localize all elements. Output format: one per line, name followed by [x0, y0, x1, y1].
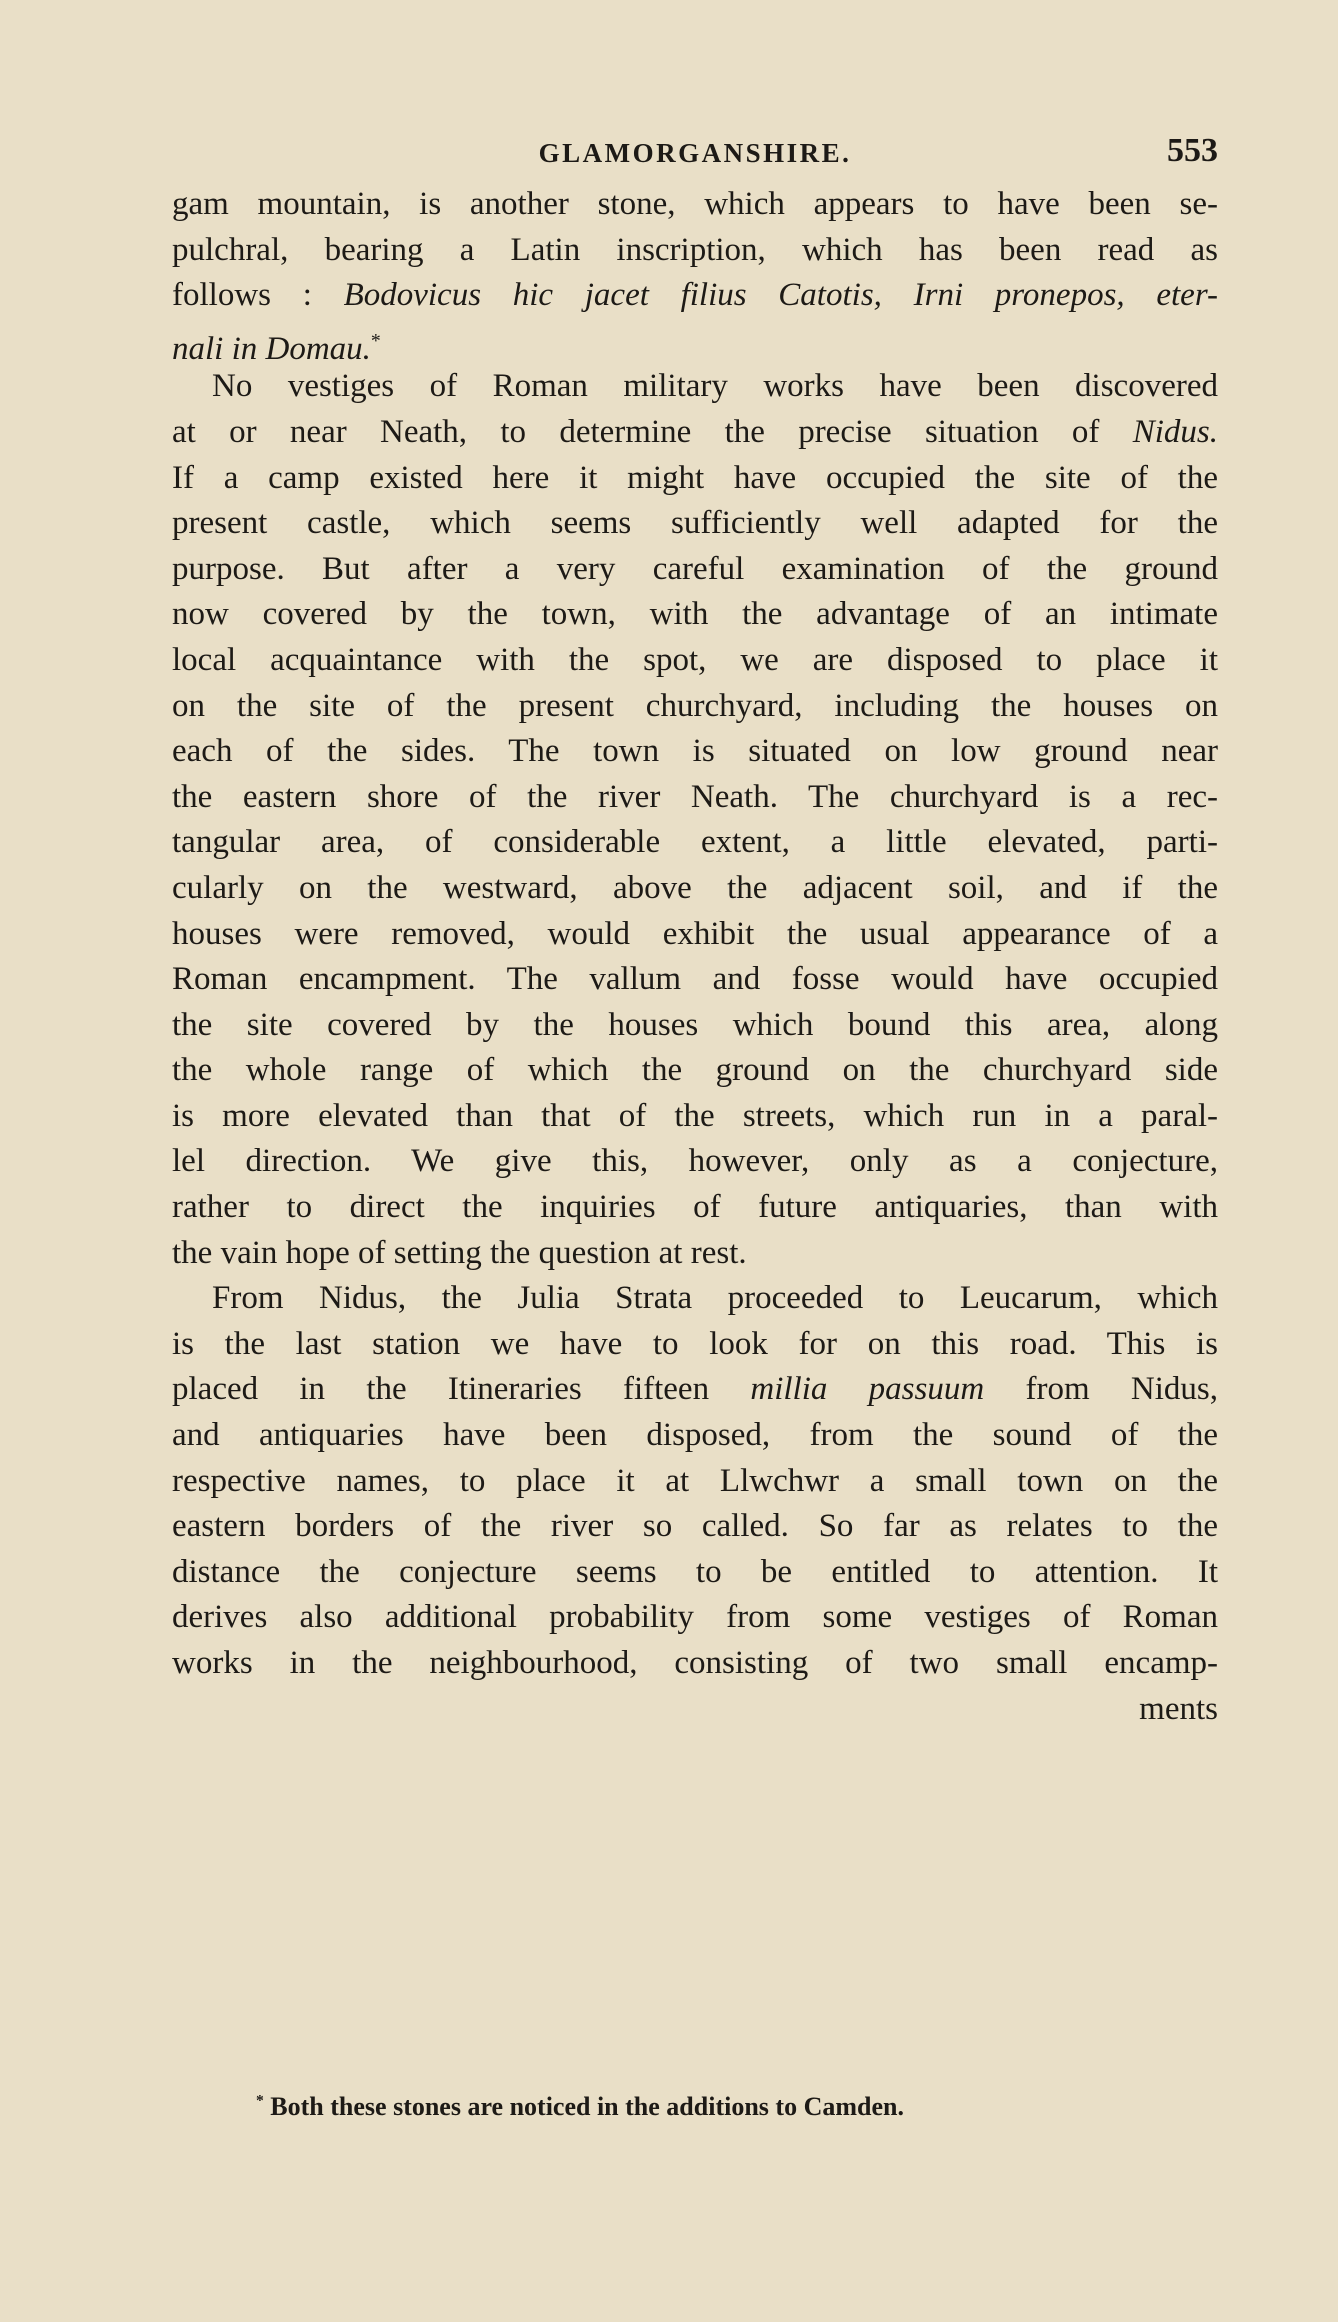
- text-line: tangular area, of considerable extent, a little elevated, parti-: [172, 824, 1218, 861]
- text-line: is more elevated than that of the streets, which run in a paral-: [172, 1097, 1218, 1134]
- text-line: houses were removed, would exhibit the usual appearance of a: [172, 915, 1218, 952]
- text-line: present castle, which seems sufficiently well adapted for the: [172, 505, 1218, 542]
- running-head: GLAMORGANSHIRE.: [538, 138, 852, 168]
- text-line: From Nidus, the Julia Strata proceeded to Leucarum, which: [212, 1280, 1218, 1317]
- text-line: the site covered by the houses which bound this area, along: [172, 1006, 1218, 1043]
- text-line: No vestiges of Roman military works have been discovered: [212, 368, 1218, 405]
- text-line: eastern borders of the river so called. So far as relates to the: [172, 1508, 1218, 1545]
- text-line: each of the sides. The town is situated on low ground near: [172, 733, 1218, 770]
- text-line: on the site of the present churchyard, including the houses on: [172, 687, 1218, 724]
- text-line: the whole range of which the ground on the churchyard side: [172, 1052, 1218, 1089]
- text-line: gam mountain, is another stone, which appears to have been se-: [172, 186, 1218, 222]
- text-line: lel direction. We give this, however, only as a conjecture,: [172, 1143, 1218, 1180]
- text-line: purpose. But after a very careful examination of the ground: [172, 550, 1218, 587]
- text-line: rather to direct the inquiries of future antiquaries, than with: [172, 1189, 1218, 1226]
- text-line: and antiquaries have been disposed, from the sound of the: [172, 1417, 1218, 1454]
- footnote-text: Both these stones are noticed in the additions to Camden.: [270, 2092, 904, 2121]
- page-header: [172, 132, 1218, 172]
- text-line: local acquaintance with the spot, we are disposed to place it: [172, 641, 1218, 678]
- page-number: 553: [1167, 132, 1218, 169]
- text-line: at or near Neath, to determine the precise situation of Nidus.: [172, 413, 1218, 450]
- body-text: [172, 182, 1218, 1732]
- text-line: Roman encampment. The vallum and fosse would have occupied: [172, 961, 1218, 998]
- text-line: is the last station we have to look for on this road. This is: [172, 1325, 1218, 1362]
- footnote-marker: *: [256, 2092, 264, 2110]
- text-line: now covered by the town, with the advantage of an intimate: [172, 596, 1218, 633]
- text-line: the vain hope of setting the question at rest.: [172, 1234, 747, 1271]
- footnote: [256, 2092, 1156, 2122]
- text-line: respective names, to place it at Llwchwr a small town on the: [172, 1462, 1218, 1499]
- text-line: pulchral, bearing a Latin inscription, which has been read as: [172, 231, 1218, 268]
- text-line: nali in Domau.*: [172, 329, 381, 367]
- text-line: follows : Bodovicus hic jacet filius Catotis, Irni pronepos, eter-: [172, 277, 1218, 314]
- text-line: works in the neighbourhood, consisting of two small encamp-: [172, 1645, 1218, 1681]
- text-line: distance the conjecture seems to be entitled to attention. It: [172, 1553, 1218, 1590]
- catchword: ments: [1139, 1690, 1218, 1727]
- text-line: the eastern shore of the river Neath. The churchyard is a rec-: [172, 778, 1218, 815]
- text-line: cularly on the westward, above the adjacent soil, and if the: [172, 869, 1218, 906]
- text-line: placed in the Itineraries fifteen millia passuum from Nidus,: [172, 1371, 1218, 1408]
- text-line: derives also additional probability from some vestiges of Roman: [172, 1599, 1218, 1636]
- text-line: If a camp existed here it might have occupied the site of the: [172, 459, 1218, 496]
